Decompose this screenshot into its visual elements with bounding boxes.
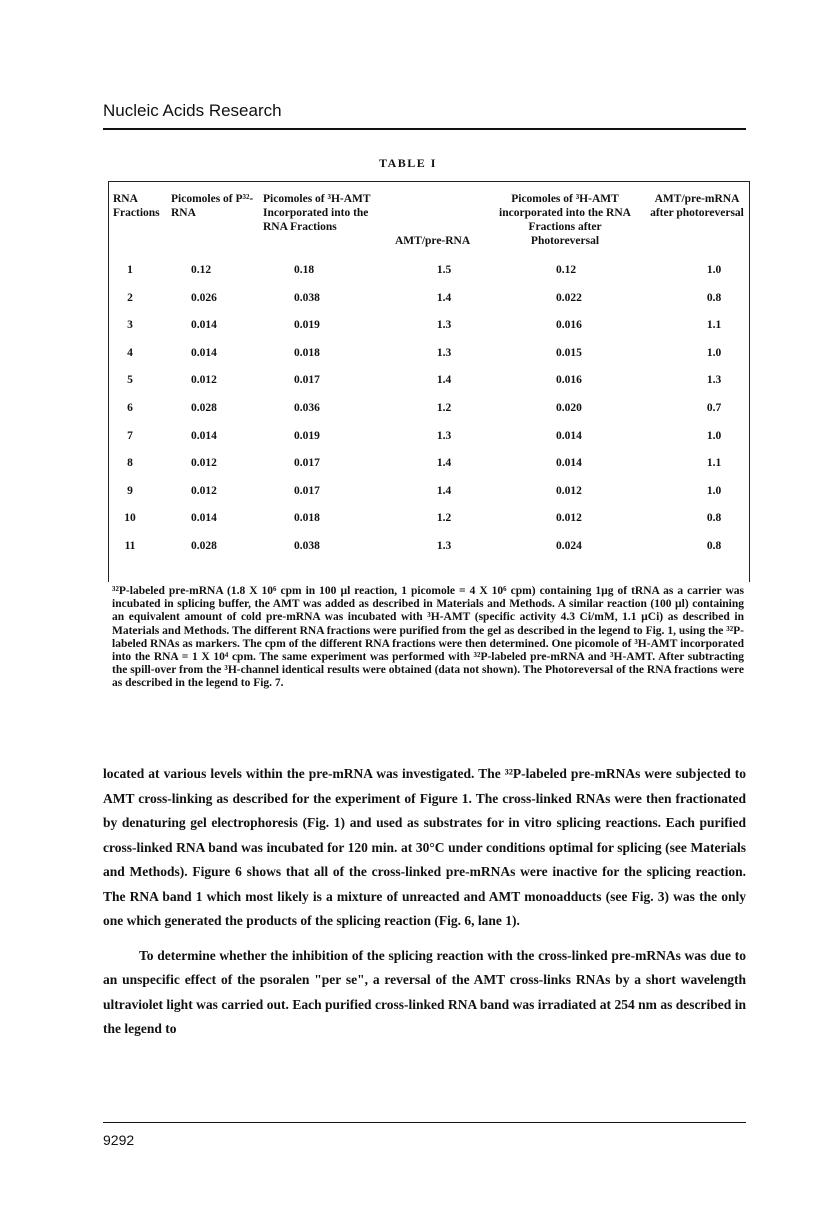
cell-amt: 0.018 (294, 512, 320, 525)
data-table (108, 181, 750, 582)
cell-p32: 0.028 (191, 540, 217, 552)
table-row (109, 347, 749, 363)
column-header-picomoles-amt: Picomoles of ³H-AMT Incorporated into the RNA Fractions (263, 193, 371, 233)
cell-fraction: 6 (127, 402, 133, 414)
cell-p32: 0.026 (191, 291, 217, 304)
cell-amt: 0.038 (294, 291, 320, 304)
main-text (103, 762, 746, 1042)
cell-ratio-photoreversal: 0.8 (706, 512, 722, 525)
cell-ratio-photoreversal: 1.0 (706, 264, 722, 276)
cell-ratio: 1.4 (436, 291, 452, 304)
cell-amt-photoreversal: 0.015 (556, 346, 582, 359)
cell-ratio: 1.2 (436, 512, 452, 525)
journal-title: Nucleic Acids Research (103, 101, 282, 120)
table-row (109, 540, 749, 556)
cell-amt-photoreversal: 0.014 (556, 457, 582, 470)
cell-ratio-photoreversal: 1.0 (706, 484, 722, 497)
cell-amt: 0.019 (294, 429, 320, 442)
cell-p32: 0.012 (191, 484, 217, 497)
cell-ratio-photoreversal: 0.8 (706, 540, 722, 552)
table-footnote (112, 585, 744, 691)
cell-amt: 0.036 (294, 402, 320, 414)
column-header-rna-fractions: RNA Fractions (113, 193, 160, 219)
cell-amt: 0.18 (294, 264, 315, 276)
cell-fraction: 7 (127, 429, 133, 442)
cell-amt-photoreversal: 0.022 (556, 291, 582, 304)
cell-ratio: 1.4 (436, 457, 452, 470)
column-header-picomoles-p32: Picomoles of P³²-RNA (171, 193, 254, 219)
cell-amt-photoreversal: 0.016 (556, 319, 582, 332)
cell-ratio-photoreversal: 0.7 (706, 402, 722, 414)
cell-p32: 0.012 (191, 374, 217, 387)
cell-amt: 0.038 (294, 540, 320, 552)
cell-amt-photoreversal: 0.012 (556, 484, 582, 497)
table-row (109, 485, 749, 501)
cell-ratio: 1.3 (436, 319, 452, 332)
column-header-ratio-after-photoreversal: AMT/pre-mRNA after photoreversal (650, 193, 744, 219)
cell-fraction: 5 (127, 374, 133, 387)
cell-p32: 0.014 (191, 429, 217, 442)
cell-ratio: 1.2 (436, 402, 452, 414)
paragraph: To determine whether the inhibition of the splicing reaction with the cross-linked pre-mRNAs was due to an unspecific effect of the psoralen "per se", a reversal of the AMT cross-links RNAs by a short wavelength ultraviolet light was carried out. Each purified cross-linked RNA band was irradiated at 254 nm as described in the legend to (103, 947, 746, 1036)
cell-amt-photoreversal: 0.016 (556, 374, 582, 387)
table-row (109, 292, 749, 308)
cell-p32: 0.014 (191, 319, 217, 332)
cell-p32: 0.12 (191, 264, 212, 276)
cell-ratio: 1.3 (436, 346, 452, 359)
table-row (109, 319, 749, 335)
cell-ratio: 1.3 (436, 429, 452, 442)
cell-fraction: 2 (127, 291, 133, 304)
cell-ratio: 1.4 (436, 484, 452, 497)
cell-p32: 0.028 (191, 402, 217, 414)
cell-p32: 0.012 (191, 457, 217, 470)
cell-ratio-photoreversal: 1.1 (706, 457, 722, 470)
cell-amt-photoreversal: 0.012 (556, 512, 582, 525)
column-header-after-photoreversal: Picomoles of ³H-AMT incorporated into the RNA Fractions after Photoreversal (499, 193, 631, 247)
cell-ratio-photoreversal: 0.8 (706, 291, 722, 304)
cell-ratio: 1.4 (436, 374, 452, 387)
cell-ratio-photoreversal: 1.1 (706, 319, 722, 332)
table-row (109, 430, 749, 446)
table-row (109, 264, 749, 280)
cell-fraction: 11 (124, 540, 136, 552)
cell-ratio-photoreversal: 1.0 (706, 429, 722, 442)
cell-fraction: 1 (127, 264, 133, 276)
footnote-text: ³²P-labeled pre-mRNA (1.8 X 10⁶ cpm in 100 µl reaction, 1 picomole = 4 X 10⁶ cpm) containing 1µg of tRNA as a carrier was incubated in splicing buffer, the AMT was added as described in Materials and Methods. A similar reaction (100 µl) containing an equivalent amount of cold pre-mRNA was incubated with ³H-AMT (specific activity 4.3 Ci/mM, 1.1 µCi) as described in Materials and Methods. The different RNA fractions were purified from the gel as described in the legend to Fig. 1, using the ³²P-labeled RNAs as markers. The cpm of the different RNA fractions were then determined. One picomole of ³H-AMT incorporated into the RNA = 1 X 10⁴ cpm. The same experiment was performed with ³²P-labeled pre-mRNA and ³H-AMT. After subtracting the spill-over from the ³H-channel identical results were obtained (data not shown). The Photoreversal of the RNA fractions were as described in the legend to Fig. 7. (112, 585, 744, 690)
cell-ratio: 1.3 (436, 540, 452, 552)
cell-amt: 0.017 (294, 484, 320, 497)
table-row (109, 457, 749, 473)
cell-ratio: 1.5 (436, 264, 452, 276)
table-row (109, 402, 749, 418)
cell-fraction: 8 (127, 457, 133, 470)
header-rule (103, 128, 746, 130)
cell-p32: 0.014 (191, 512, 217, 525)
footer-rule (103, 1122, 746, 1123)
cell-amt: 0.019 (294, 319, 320, 332)
cell-amt: 0.017 (294, 457, 320, 470)
cell-amt-photoreversal: 0.020 (556, 402, 582, 414)
cell-amt-photoreversal: 0.014 (556, 429, 582, 442)
paragraph: located at various levels within the pre-mRNA was investigated. The ³²P-labeled pre-mRNAs were subjected to AMT cross-linking as described for the experiment of Figure 1. The cross-linked RNAs were then fractionated by denaturing gel electrophoresis (Fig. 1) and used as substrates for in vitro splicing reactions. Each purified cross-linked RNA band was incubated for 120 min. at 30°C under conditions optimal for splicing (see Materials and Methods). Figure 6 shows that all of the cross-linked pre-mRNAs were inactive for the splicing reaction. The RNA band 1 which most likely is a mixture of unreacted and AMT monoadducts (see Fig. 3) was the only one which generated the products of the splicing reaction (Fig. 6, lane 1). (103, 766, 746, 928)
cell-fraction: 9 (127, 484, 133, 497)
page-number: 9292 (103, 1132, 135, 1148)
table-row (109, 374, 749, 390)
cell-p32: 0.014 (191, 346, 217, 359)
cell-fraction: 4 (127, 346, 133, 359)
cell-fraction: 3 (127, 319, 133, 332)
cell-amt: 0.017 (294, 374, 320, 387)
cell-ratio-photoreversal: 1.3 (706, 374, 722, 387)
table-title: TABLE I (379, 156, 437, 170)
cell-fraction: 10 (124, 512, 136, 525)
column-header-amt-pre-rna: AMT/pre-RNA (395, 235, 471, 247)
cell-ratio-photoreversal: 1.0 (706, 346, 722, 359)
cell-amt-photoreversal: 0.024 (556, 540, 582, 552)
table-row (109, 512, 749, 528)
cell-amt: 0.018 (294, 346, 320, 359)
cell-amt-photoreversal: 0.12 (556, 264, 577, 276)
